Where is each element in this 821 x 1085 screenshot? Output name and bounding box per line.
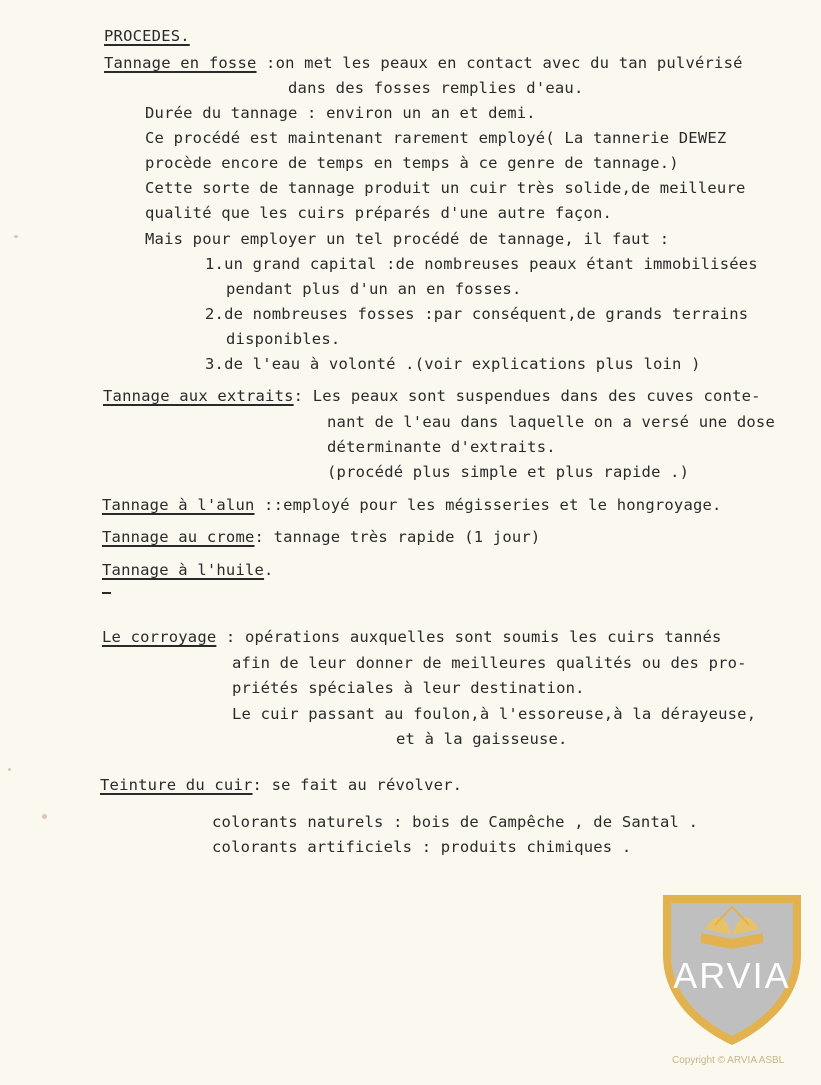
fosse-p5: Mais pour employer un tel procédé de tannage, il faut :	[145, 230, 670, 248]
crome-term: Tannage au crome	[102, 528, 255, 546]
fosse-duree: Durée du tannage : environ un an et demi.	[145, 104, 536, 122]
paper-mark	[42, 814, 47, 819]
crome-def: : tannage très rapide (1 jour)	[254, 528, 541, 546]
arvia-logo	[655, 885, 809, 1050]
fosse-term: Tannage en fosse	[104, 54, 257, 72]
extraits-def-3: déterminante d'extraits.	[327, 438, 556, 456]
fosse-p4: qualité que les cuirs préparés d'une autre façon.	[145, 204, 613, 222]
extraits-def-1: : Les peaux sont suspendues dans des cuves conte-	[293, 387, 761, 405]
fosse-item-1a: 1.un grand capital :de nombreuses peaux étant immobilisées	[205, 255, 758, 273]
fosse-item-3: 3.de l'eau à volonté .(voir explications plus loin )	[205, 355, 701, 373]
extraits-def-4: (procédé plus simple et plus rapide .)	[327, 463, 690, 481]
paper-mark	[14, 235, 18, 238]
teinture-line	[100, 775, 462, 795]
corroyage-def-4: Le cuir passant au foulon,à l'essoreuse,à la dérayeuse,	[232, 705, 757, 723]
fosse-p1: Ce procédé est maintenant rarement employé( La tannerie DEWEZ	[145, 129, 727, 147]
fosse-line-1	[104, 53, 743, 73]
teinture-def: : se fait au révolver.	[252, 776, 463, 794]
copyright-notice: Copyright © ARVIA ASBL	[672, 1055, 785, 1066]
extraits-term: Tannage aux extraits	[103, 387, 294, 405]
teinture-colorants-1: colorants naturels : bois de Campêche , de Santal .	[212, 813, 699, 831]
fosse-item-1b: pendant plus d'un an en fosses.	[226, 280, 522, 298]
corroyage-def-2: afin de leur donner de meilleures qualités ou des pro-	[232, 654, 747, 672]
fosse-def-2: dans des fosses remplies d'eau.	[288, 79, 584, 97]
fosse-p3: Cette sorte de tannage produit un cuir très solide,de meilleure	[145, 179, 746, 197]
stray-dash	[102, 592, 111, 594]
extraits-line-1	[103, 386, 761, 406]
corroyage-def-5: et à la gaisseuse.	[396, 730, 568, 748]
alun-line	[102, 495, 722, 515]
paper-mark	[8, 768, 11, 771]
heading	[104, 26, 190, 46]
crome-line	[102, 527, 540, 547]
fosse-def-1: :on met les peaux en contact avec du tan pulvérisé	[256, 54, 743, 72]
fosse-item-2a: 2.de nombreuses fosses :par conséquent,de grands terrains	[205, 305, 749, 323]
logo-text: ARVIA	[673, 955, 791, 996]
corroyage-def-3: priétés spéciales à leur destination.	[232, 679, 585, 697]
teinture-term: Teinture du cuir	[100, 776, 253, 794]
huile-term: Tannage à l'huile	[102, 561, 265, 579]
corroyage-term: Le corroyage	[102, 628, 217, 646]
corroyage-def-1: : opérations auxquelles sont soumis les cuirs tannés	[216, 628, 722, 646]
alun-term: Tannage à l'alun	[102, 496, 255, 514]
corroyage-line-1	[102, 627, 722, 647]
extraits-def-2: nant de l'eau dans laquelle on a versé une dose	[327, 413, 775, 431]
teinture-colorants-2: colorants artificiels : produits chimiques .	[212, 838, 632, 856]
fosse-p2: procède encore de temps en temps à ce genre de tannage.)	[145, 154, 679, 172]
huile-tail: .	[264, 561, 274, 579]
heading-text: PROCEDES.	[104, 27, 190, 45]
alun-def: ::employé pour les mégisseries et le hongroyage.	[254, 496, 722, 514]
fosse-item-2b: disponibles.	[226, 330, 341, 348]
huile-line	[102, 560, 274, 580]
